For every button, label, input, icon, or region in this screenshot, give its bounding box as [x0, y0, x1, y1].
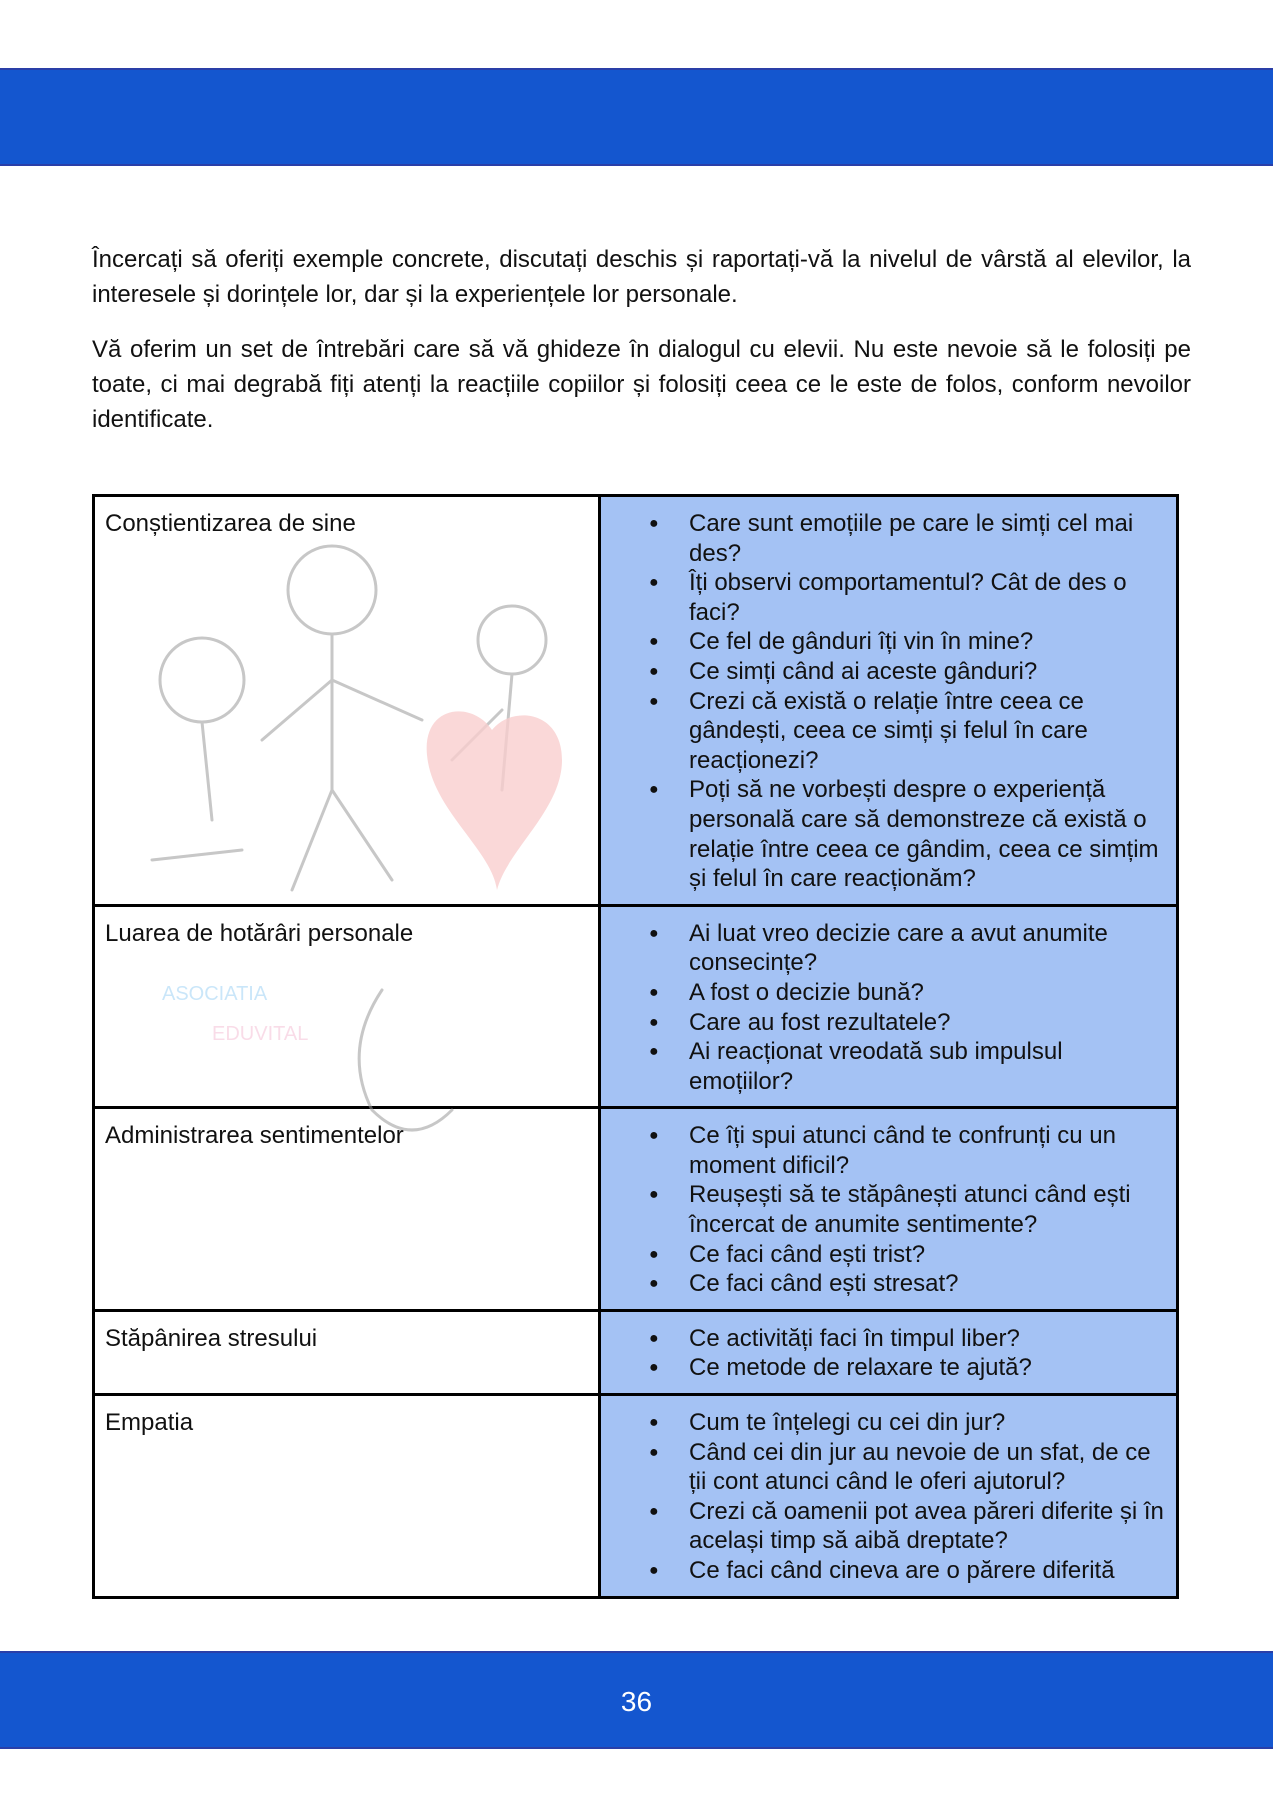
- page-number: 36: [620, 1686, 653, 1717]
- emotional-skills-table: [92, 494, 1179, 1599]
- topic-label: Luarea de hotărâri personale: [105, 919, 414, 947]
- questions-cell: [600, 1310, 1178, 1394]
- watermark-logo-text-2: EDUVITAL: [212, 1023, 309, 1045]
- questions-list: [611, 1408, 1166, 1586]
- question-item: ● Care au fost rezultatele?: [689, 1008, 1166, 1038]
- table-row: [94, 496, 1178, 906]
- question-item: ● Crezi că există o relație între ceea ce gândești, ceea ce simți și felul în care reacționezi?: [689, 687, 1166, 776]
- question-item: ● Ce faci când ești stresat?: [689, 1269, 1166, 1299]
- questions-list: [611, 1121, 1166, 1299]
- questions-cell: [600, 1108, 1178, 1311]
- question-item: ● Ai luat vreo decizie care a avut anumite consecințe?: [689, 919, 1166, 978]
- topic-cell: [94, 1395, 600, 1598]
- topic-cell: [94, 905, 600, 1108]
- question-item: ● Care sunt emoțiile pe care le simți cel mai des?: [689, 509, 1166, 568]
- intro-paragraph-1: Încercați să oferiți exemple concrete, discutați deschis și raportați-vă la nivelul de vârstă al elevilor, la interesele și dorințele lor, dar și la experiențele lor personale.: [92, 246, 1191, 308]
- question-item: ● A fost o decizie bună?: [689, 978, 1166, 1008]
- questions-list: [611, 919, 1166, 1097]
- question-item: ● Poți să ne vorbești despre o experiență personală care să demonstreze că există o relație între ceea ce gândim, ceea ce simțim și felul în care reacționăm?: [689, 775, 1166, 893]
- questions-cell: [600, 496, 1178, 906]
- question-item: ● Crezi că oamenii pot avea păreri diferite și în același timp să aibă dreptate?: [689, 1497, 1166, 1556]
- topic-cell: [94, 1310, 600, 1394]
- topic-label: Conștientizarea de sine: [105, 510, 356, 537]
- topic-label: Empatia: [105, 1409, 194, 1437]
- question-item: ● Îți observi comportamentul? Cât de des o faci?: [689, 568, 1166, 627]
- question-item: ● Reușești să te stăpânești atunci când ești încercat de anumite sentimente?: [689, 1180, 1166, 1239]
- question-item: ● Ce faci când ești trist?: [689, 1240, 1166, 1270]
- question-item: ● Ce îți spui atunci când te confrunți cu un moment dificil?: [689, 1121, 1166, 1180]
- question-item: ● Ce activități faci în timpul liber?: [689, 1324, 1166, 1354]
- header-banner: [0, 68, 1273, 166]
- watermark-logo-text: ASOCIATIA: [162, 983, 268, 1005]
- topic-label: Stăpânirea stresului: [105, 1324, 318, 1352]
- questions-list: [611, 1324, 1166, 1383]
- intro-paragraph-2: Vă oferim un set de întrebări care să vă ghideze în dialogul cu elevii. Nu este nevoie să le folosiți pe toate, ci mai degrabă fiți atenți la reacțiile copiilor și folosiți ceea ce le este de folos, conform nevoilor identificate.: [92, 336, 1191, 433]
- question-item: ● Cum te înțelegi cu cei din jur?: [689, 1408, 1166, 1438]
- table-row: [94, 1395, 1178, 1598]
- question-item: ● Ce faci când cineva are o părere diferită: [689, 1556, 1166, 1586]
- question-item: ● Ce fel de gânduri îți vin în mine?: [689, 627, 1166, 657]
- table-row: [94, 1108, 1178, 1311]
- topic-label: Administrarea sentimentelor: [105, 1122, 404, 1150]
- question-item: ● Când cei din jur au nevoie de un sfat, de ce ții cont atunci când le oferi ajutorul?: [689, 1438, 1166, 1497]
- question-item: ● Ce simți când ai aceste gânduri?: [689, 657, 1166, 687]
- questions-list: [611, 509, 1166, 894]
- questions-cell: [600, 905, 1178, 1108]
- question-item: ● Ce metode de relaxare te ajută?: [689, 1353, 1166, 1383]
- question-item: ● Ai reacționat vreodată sub impulsul emoțiilor?: [689, 1037, 1166, 1096]
- table-row: [94, 905, 1178, 1108]
- topic-cell: [94, 1108, 600, 1311]
- table-row: [94, 1310, 1178, 1394]
- topic-cell: [94, 496, 600, 906]
- questions-cell: [600, 1395, 1178, 1598]
- emotional-skills-table-container: [92, 494, 1179, 1599]
